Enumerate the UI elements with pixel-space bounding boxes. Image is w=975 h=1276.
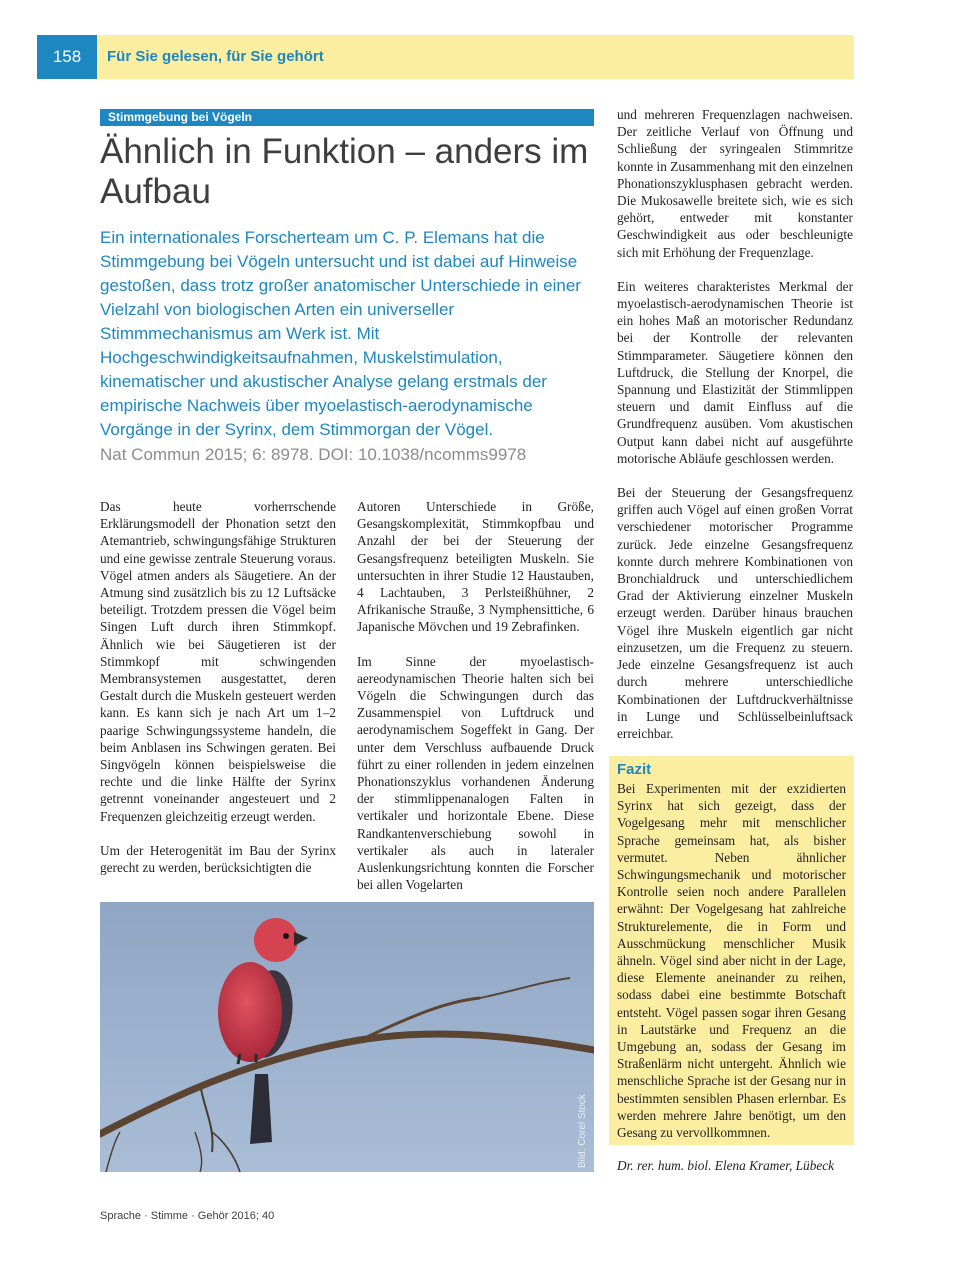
fazit-title: Fazit (617, 761, 652, 778)
fazit-body: Bei Experimenten mit der exzidierten Syrinx hat sich gezeigt, dass der Vogelgesang mehr mit menschlicher Sprache gemeinsam hat, als bisher vermutet. Neben ähnlicher Schwingungsmechanik und motorischer Kontrolle seien noch andere Parallelen erwähnt: Der Vogelgesang hat zahlreiche Strukturelemente, die in Form und Ausschmückung menschlicher Musik ähneln. Vögel sind aber nicht in der Lage, diese Elemente aneinander zu reihen, sodass dabei eine bestimmte Botschaft entsteht. Vögel passen sogar ihren Gesang in Lautstärke und Frequenz an die Umgebung an, sodass der Gesang im Straßenlärm nicht untergeht. Ähnlich wie menschliche Sprache ist der Gesang nur in bestimmten sensiblen Phasen erlernbar. Es werden mehrere Jahre benötigt, um den Gesang zu vervollkommnen. (617, 781, 846, 1141)
paragraph: Autoren Unterschiede in Größe, Gesangskomplexität, Stimmkopfbau und Anzahl der bei der Steuerung der Gesangsfrequenz beteiligten Muskeln. Sie untersuchten in ihrer Studie 12 Haustauben, 4 Lachtauben, 3 Perlsteißhühner, 2 Afrikanische Strauße, 3 Nymphensittiche, 6 Japanische Mövchen und 19 Zebrafinken. (357, 499, 594, 635)
paragraph: Um der Heterogenität im Bau der Syrinx gerecht zu werden, berücksichtigten die (100, 842, 336, 876)
bird-photo (100, 902, 594, 1172)
body-column-2 (357, 498, 594, 910)
photo-credit: Bild: Corel Stock (577, 1094, 588, 1168)
journal-footer: Sprache · Stimme · Gehör 2016; 40 (100, 1210, 275, 1222)
article-headline: Ähnlich in Funktion – anders im Aufbau (100, 132, 589, 211)
article-lead: Ein internationales Forscherteam um C. P. Elemans hat die Stimmgebung bei Vögeln untersucht und ist dabei auf Hinweise gestoßen, dass trotz großer anatomischer Unterschiede in einer Vielzahl von biologischen Arten ein universeller Stimmmechanismus am Werk ist. Mit Hochgeschwindigkeitsaufnahmen, Muskelstimulation, kinematischer und akustischer Analyse gelang erstmals der empirische Nachweis über myoelastisch-aerodynamische Vorgänge in der Syrinx, dem Stimmorgan der Vögel. (100, 228, 581, 439)
article-citation: Nat Commun 2015; 6: 8978. DOI: 10.1038/ncomms9978 (100, 445, 527, 464)
body-column-1 (100, 498, 336, 893)
section-header-bar (97, 35, 854, 79)
page-number: 158 (37, 35, 97, 79)
paragraph: Bei der Steuerung der Gesangsfrequenz griffen auch Vögel auf einen großen Vorrat verschiedener motorischer Programme zurück. Jede einzelne Gesangsfrequenz konnte durch mehrere Kombinationen von Bronchialdruck und unterschiedlichem Grad der Aktivierung einzelner Muskeln erzeugt werden. Darüber hinaus brauchen Vögel ihre Muskeln eigentlich gar nicht einzusetzen, um die Frequenz zu steuern. Jede einzelne Gesangsfrequenz ist auch durch mehrere unterschiedliche Kombinationen der Luftdruckverhältnisse in Lunge und Schlüsselbeinluftsack erreichbar. (617, 485, 853, 741)
article-kicker: Stimmgebung bei Vögeln (100, 109, 594, 126)
fazit-box (609, 756, 854, 1145)
section-title: Für Sie gelesen, für Sie gehört (107, 48, 324, 65)
paragraph: Im Sinne der myoelastisch-aereodynamischen Theorie halten sich bei Vögeln die Schwingungen durch das Zusammenspiel von Luftdruck und aerodynamischem Sogeffekt in Gang. Der unter dem Verschluss aufbauende Druck führt zu einer rollenden in jedem einzelnen Phonationszyklus vorhandenen Änderung der stimmlippenanalogen Falten in vertikaler und horizontale Ebene. Diese Randkantenverschiebung sowohl in vertikaler als auch in lateraler Auslenkungsrichtung konnten die Forscher bei allen Vogelarten (357, 653, 594, 893)
paragraph: und mehreren Frequenzlagen nachweisen. Der zeitliche Verlauf von Öffnung und Schließung der syringealen Stimmritze konnte in Zusammenhang mit den einzelnen Phonationszyklusphasen gebracht werden. Die Mukosawelle breitete sich, wie es sich gehört, entweder mit konstanter Geschwindigkeit aus oder beschleunigte sich mit Erhöhung der Frequenzlage. (617, 107, 853, 260)
paragraph: Das heute vorherrschende Erklärungsmodell der Phonation setzt den Atemantrieb, schwingungsfähige Strukturen und eine gewisse zentrale Steuerung voraus. Vögel atmen anders als Säugetiere. An der Atmung sind zusätzlich bis zu 12 Luftsäcke beteiligt. Trotzdem pressen die Vögel beim Singen Luft durch ihren Stimmkopf. Ähnlich wie bei Säugetieren ist der Stimmkopf mit schwingenden Membransystemen ausgestattet, deren Gestalt durch die Muskeln gesteuert werden kann. Es kann sich je nach Art um 1–2 paarige Schwingungssysteme handeln, die beim Anblasen ins Schwingen geraten. Bei Singvögeln können beispielsweise die rechte und die linke Hälfte der Syrinx getrennt voneinander angesteuert und 2 Frequenzen gleichzeitig erzeugt werden. (100, 499, 336, 824)
paragraph: Ein weiteres charakteristes Merkmal der myoelastisch-aerodynamischen Theorie ist ein hohes Maß an motorischer Redundanz bei der Kontrolle der relevanten Stimmparameter. Säugetiere können den Luftdruck, die Stellung der Knorpel, die Spannung und Elastizität der Stimmlippen steuern und damit Einfluss auf die Grundfrequenz ausüben. Vom akustischen Output kann dabei nicht auf ausgeführte motorische Abläufe geschlossen werden. (617, 278, 853, 466)
author-credit: Dr. rer. hum. biol. Elena Kramer, Lübeck (617, 1158, 835, 1173)
body-column-3 (617, 106, 853, 759)
